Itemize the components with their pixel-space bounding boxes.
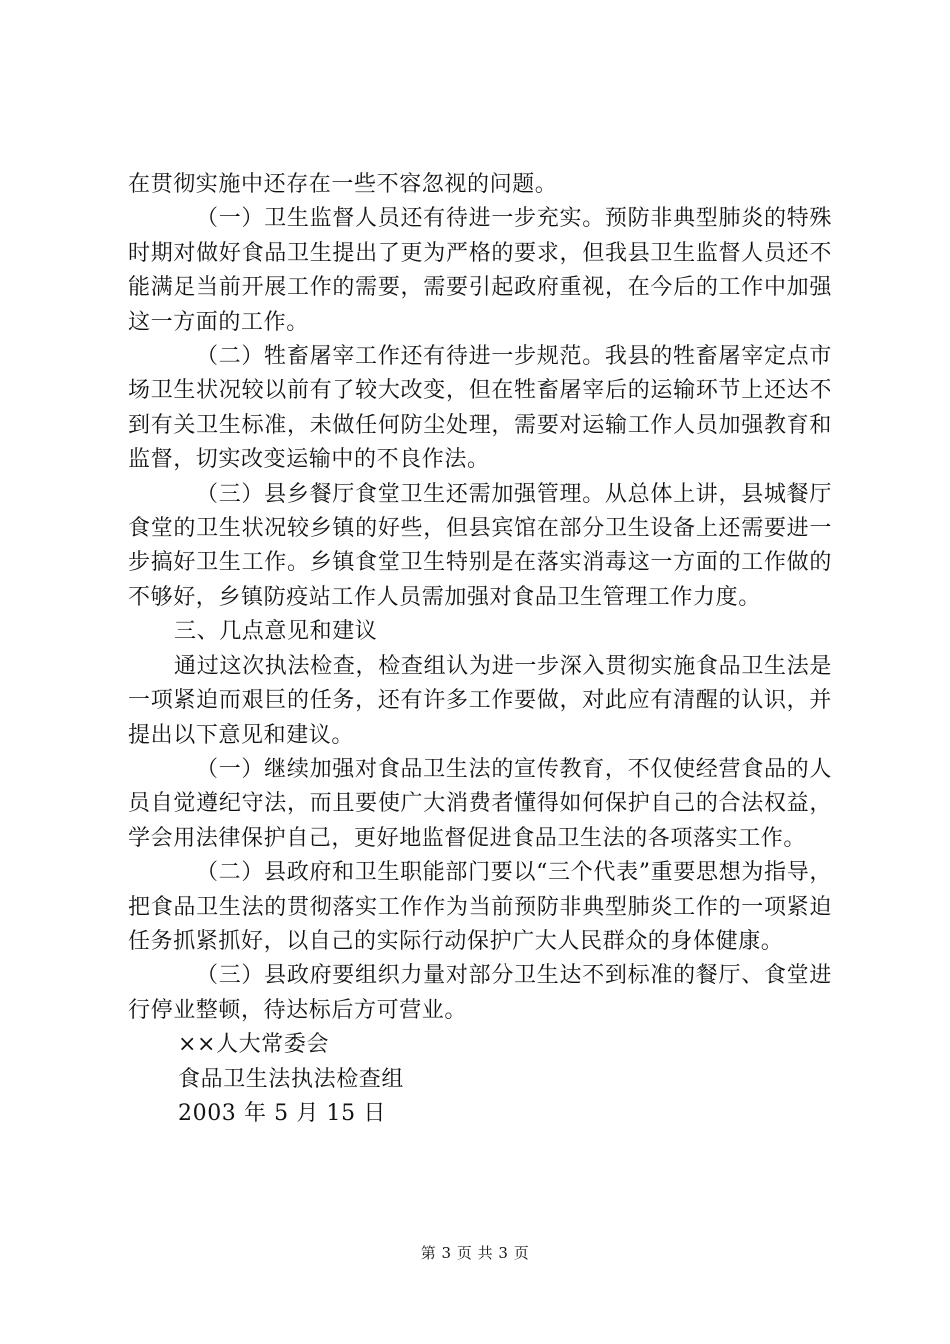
page-number-footer: 第 3 页 共 3 页 [420, 1244, 530, 1262]
paragraph-intro-continuation: 在贯彻实施中还存在一些不容忽视的问题。 [128, 172, 558, 197]
signature-organization: ××人大常委会 [178, 1032, 330, 1058]
paragraph-issue-2: （二）牲畜屠宰工作还有待进一步规范。我县的牲畜屠宰定点市场卫生状况较以前有了较大改变，但在牲畜屠宰后的运输环节上还达不到有关卫生标准，未做任何防尘处理，需要对运输工作人员加强教育和监督，切实改变运输中的不良作法。 [128, 344, 832, 473]
signature-date: 2003 年 5 月 15 日 [178, 1100, 386, 1126]
paragraph-issue-3: （三）县乡餐厅食堂卫生还需加强管理。从总体上讲，县城餐厅食堂的卫生状况较乡镇的好些，但县宾馆在部分卫生设备上还需要进一步搞好卫生工作。乡镇食堂卫生特别是在落实消毒这一方面的工作做的不够好，乡镇防疫站工作人员需加强对食品卫生管理工作力度。 [128, 481, 832, 610]
paragraph-suggestion-1: （一）继续加强对食品卫生法的宣传教育，不仅使经营食品的人员自觉遵纪守法，而且要使广大消费者懂得如何保护自己的合法权益，学会用法律保护自己，更好地监督促进食品卫生法的各项落实工作。 [128, 756, 832, 851]
signature-group: 食品卫生法执法检查组 [178, 1066, 405, 1092]
paragraph-issue-1: （一）卫生监督人员还有待进一步充实。预防非典型肺炎的特殊时期对做好食品卫生提出了更为严格的要求，但我县卫生监督人员还不能满足当前开展工作的需要，需要引起政府重视，在今后的工作中加强这一方面的工作。 [128, 206, 832, 335]
document-body [128, 168, 832, 1131]
section-heading-suggestions: 三、几点意见和建议 [174, 619, 378, 645]
paragraph-suggestion-2: （二）县政府和卫生职能部门要以“三个代表”重要思想为指导，把食品卫生法的贯彻落实工作作为当前预防非典型肺炎工作的一项紧迫任务抓紧抓好，以自己的实际行动保护广大人民群众的身体健康。 [128, 860, 832, 954]
paragraph-suggestion-3: （三）县政府要组织力量对部分卫生达不到标准的餐厅、食堂进行停业整顿，待达标后方可营业。 [128, 963, 832, 1023]
paragraph-suggestions-intro: 通过这次执法检查，检查组认为进一步深入贯彻实施食品卫生法是一项紧迫而艰巨的任务，还有许多工作要做，对此应有清醒的认识，并提出以下意见和建议。 [128, 653, 832, 748]
